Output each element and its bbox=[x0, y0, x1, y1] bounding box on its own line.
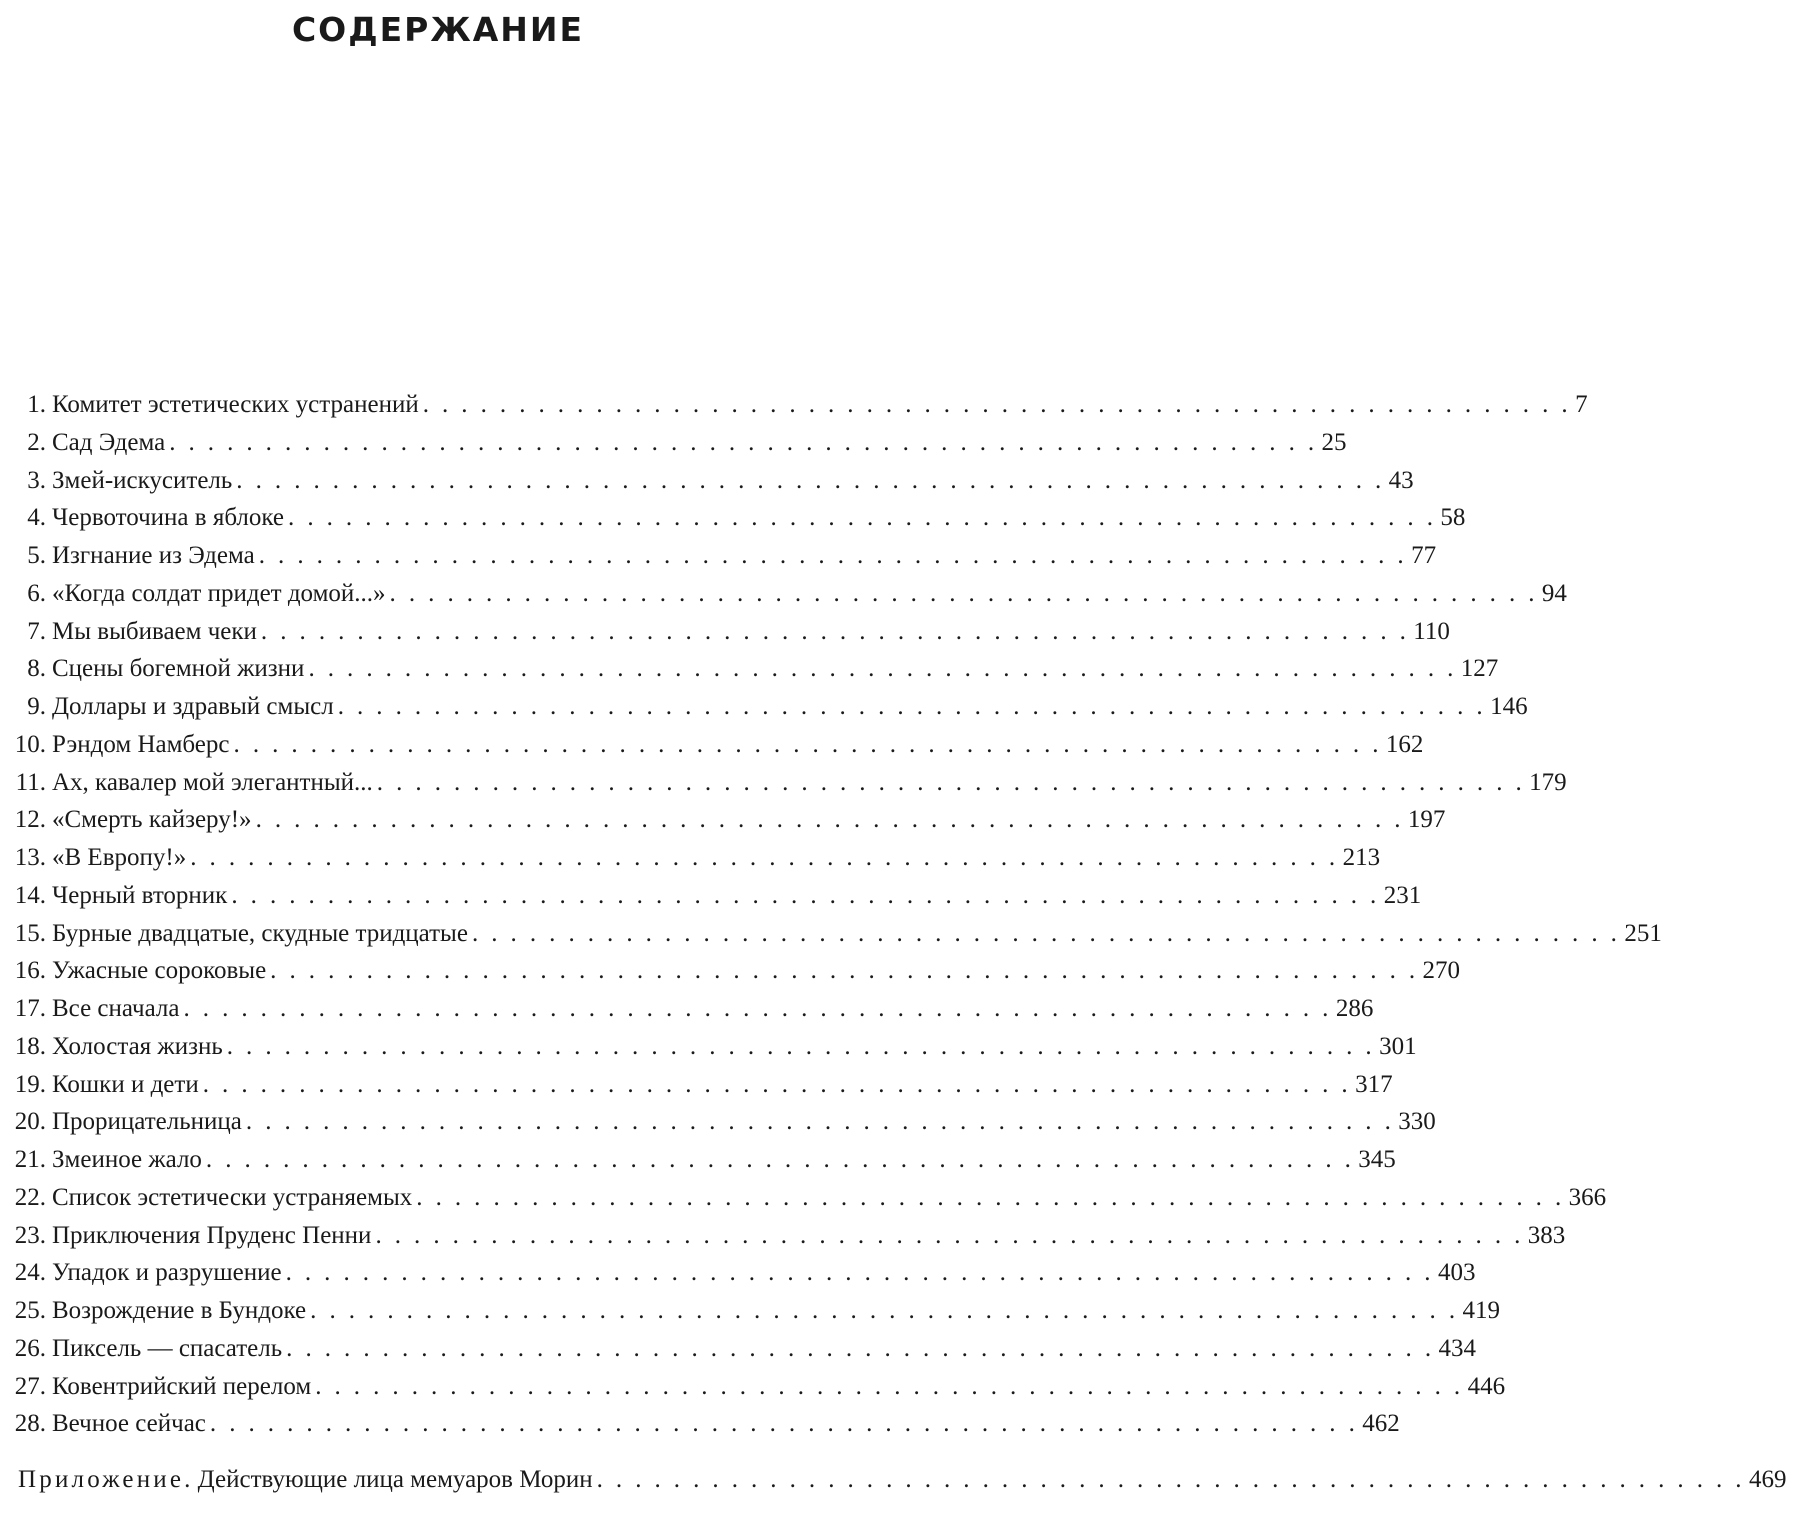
dot-leader: . . . . . . . . . . . . . . . . . . . . . . . . . . . . . . . . . . . . . . . . . . . . . . . . . . . . . . . . . . . . bbox=[375, 1221, 1524, 1249]
toc-entry bbox=[0, 1217, 1566, 1255]
dot-leader: . . . . . . . . . . . . . . . . . . . . . . . . . . . . . . . . . . . . . . . . . . . . . . . . . . . . . . . . . . . . bbox=[255, 806, 1404, 834]
toc-entry-title: Приключения Пруденс Пенни bbox=[52, 1221, 372, 1249]
toc-entry bbox=[0, 1292, 1500, 1330]
toc-entry-number: 5. bbox=[27, 542, 46, 569]
toc-entry-number: 16. bbox=[14, 957, 46, 985]
appendix-page-number: 469 bbox=[1748, 1466, 1787, 1493]
toc-entry-page-number: 7 bbox=[1575, 391, 1588, 418]
toc-entry-number: 14. bbox=[14, 881, 46, 909]
toc-entry-number: 20. bbox=[14, 1108, 46, 1136]
dot-leader: . . . . . . . . . . . . . . . . . . . . . . . . . . . . . . . . . . . . . . . . . . . . . . . . . . . . . . . . . . . . bbox=[270, 957, 1419, 985]
dot-leader: . . . . . . . . . . . . . . . . . . . . . . . . . . . . . . . . . . . . . . . . . . . . . . . . . . . . . . . . . . . . bbox=[422, 391, 1572, 418]
toc-entry-title: Прорицательница bbox=[52, 1108, 242, 1136]
toc-entry-page-number: 231 bbox=[1383, 881, 1422, 909]
toc-entry bbox=[0, 1254, 1476, 1292]
toc-entry-number: 26. bbox=[14, 1334, 46, 1362]
appendix-prefix: Приложение. bbox=[18, 1466, 194, 1493]
toc-entry bbox=[0, 952, 1461, 990]
dot-leader: . . . . . . . . . . . . . . . . . . . . . . . . . . . . . . . . . . . . . . . . . . . . . . . . . . . . . . . . . . . . bbox=[389, 579, 1538, 607]
toc-entry bbox=[0, 386, 1588, 424]
toc-entry-title: Комитет эстетических устранений bbox=[52, 391, 419, 418]
dot-leader: . . . . . . . . . . . . . . . . . . . . . . . . . . . . . . . . . . . . . . . . . . . . . . . . . . . . . . . . . . . . bbox=[471, 919, 1621, 947]
toc-entry-page-number: 77 bbox=[1411, 542, 1437, 569]
dot-leader: . . . . . . . . . . . . . . . . . . . . . . . . . . . . . . . . . . . . . . . . . . . . . . . . . . . . . . . . . . . . bbox=[205, 1146, 1355, 1173]
dot-leader: . . . . . . . . . . . . . . . . . . . . . . . . . . . . . . . . . . . . . . . . . . . . . . . . . . . . . . . . . . . . bbox=[226, 1032, 1376, 1060]
dot-leader: . . . . . . . . . . . . . . . . . . . . . . . . . . . . . . . . . . . . . . . . . . . . . . . . . . . . . . . . . . . . bbox=[190, 844, 1339, 871]
toc-entry-page-number: 43 bbox=[1388, 466, 1414, 494]
toc-entry-number: 23. bbox=[14, 1221, 46, 1249]
dot-leader: . . . . . . . . . . . . . . . . . . . . . . . . . . . . . . . . . . . . . . . . . . . . . . . . . . . . . . . . . . . . bbox=[202, 1070, 1352, 1098]
toc-entry-number: 2. bbox=[27, 428, 46, 456]
toc-entry-number: 8. bbox=[27, 655, 46, 683]
toc-entry bbox=[0, 537, 1437, 575]
toc-entry bbox=[0, 1103, 1436, 1141]
toc-entry-title: Рэндом Намберс bbox=[52, 730, 230, 758]
toc-entry bbox=[0, 1368, 1506, 1406]
page-title: СОДЕРЖАНИЕ bbox=[291, 10, 585, 49]
toc-entry-number: 19. bbox=[14, 1070, 46, 1098]
toc-entry-number: 24. bbox=[14, 1259, 46, 1287]
dot-leader: . . . . . . . . . . . . . . . . . . . . . . . . . . . . . . . . . . . . . . . . . . . . . . . . . . . . . . . . . . . . bbox=[416, 1183, 1565, 1211]
toc-entry-page-number: 446 bbox=[1467, 1372, 1506, 1400]
toc-entry-page-number: 25 bbox=[1321, 428, 1347, 456]
toc-entry bbox=[0, 839, 1381, 877]
toc-entry-page-number: 301 bbox=[1379, 1032, 1417, 1060]
toc-entry-page-number: 58 bbox=[1440, 504, 1466, 532]
toc-entry-number: 28. bbox=[14, 1410, 46, 1438]
toc-entry-number: 6. bbox=[27, 579, 46, 607]
toc-entry-title: Змей-искуситель bbox=[52, 466, 233, 494]
toc-entry-title: «В Европу!» bbox=[52, 844, 187, 871]
dot-leader: . . . . . . . . . . . . . . . . . . . . . . . . . . . . . . . . . . . . . . . . . . . . . . . . . . . . . . . . . . . . bbox=[315, 1372, 1464, 1400]
toc-entry-title: Доллары и здравый смысл bbox=[52, 693, 334, 720]
toc-entry-page-number: 383 bbox=[1527, 1221, 1566, 1249]
toc-entry-page-number: 197 bbox=[1407, 806, 1446, 834]
dot-leader: . . . . . . . . . . . . . . . . . . . . . . . . . . . . . . . . . . . . . . . . . . . . . . . . . . . . . . . . . . . . bbox=[260, 617, 1410, 645]
toc-entry-number: 10. bbox=[14, 730, 46, 758]
toc-entry-number: 15. bbox=[14, 919, 46, 947]
dot-leader: . . . . . . . . . . . . . . . . . . . . . . . . . . . . . . . . . . . . . . . . . . . . . . . . . . . . . . . . . . . . bbox=[288, 504, 1437, 532]
toc-entry-page-number: 403 bbox=[1437, 1259, 1476, 1287]
toc-entry bbox=[0, 462, 1414, 500]
toc-entry-number: 4. bbox=[27, 504, 46, 532]
toc-entry-page-number: 286 bbox=[1335, 995, 1374, 1022]
dot-leader: . . . . . . . . . . . . . . . . . . . . . . . . . . . . . . . . . . . . . . . . . . . . . . . . . . . . . . . . . . . . bbox=[337, 693, 1487, 720]
dot-leader: . . . . . . . . . . . . . . . . . . . . . . . . . . . . . . . . . . . . . . . . . . . . . . . . . . . . . . . . . . . . bbox=[596, 1466, 1745, 1493]
dot-leader: . . . . . . . . . . . . . . . . . . . . . . . . . . . . . . . . . . . . . . . . . . . . . . . . . . . . . . . . . . . . bbox=[245, 1108, 1395, 1136]
toc-entry bbox=[0, 1066, 1393, 1104]
toc-entry-number: 22. bbox=[14, 1183, 46, 1211]
toc-entry-number: 11. bbox=[15, 768, 46, 796]
toc-entry-title: Возрождение в Бундоке bbox=[52, 1297, 307, 1324]
toc-entry bbox=[0, 1330, 1477, 1368]
toc-entry-title: «Смерть кайзеру!» bbox=[52, 806, 252, 834]
toc-entry-page-number: 434 bbox=[1438, 1334, 1477, 1362]
toc-entry-number: 25. bbox=[14, 1297, 46, 1324]
toc-entry-title: Сцены богемной жизни bbox=[52, 655, 305, 683]
toc-entry bbox=[0, 877, 1422, 915]
toc-entry-title: Вечное сейчас bbox=[52, 1410, 206, 1438]
dot-leader: . . . . . . . . . . . . . . . . . . . . . . . . . . . . . . . . . . . . . . . . . . . . . . . . . . . . . . . . . . . . bbox=[169, 428, 1318, 456]
toc-entry-page-number: 94 bbox=[1541, 579, 1567, 607]
toc-entry bbox=[0, 688, 1528, 726]
toc-entry-page-number: 317 bbox=[1355, 1070, 1393, 1098]
toc-entry bbox=[0, 575, 1567, 613]
toc-entry bbox=[0, 990, 1374, 1028]
toc-entry-number: 27. bbox=[14, 1372, 46, 1400]
dot-leader: . . . . . . . . . . . . . . . . . . . . . . . . . . . . . . . . . . . . . . . . . . . . . . . . . . . . . . . . . . . . bbox=[308, 655, 1457, 683]
toc-entry-title: Змеиное жало bbox=[52, 1146, 202, 1173]
toc-entry-page-number: 179 bbox=[1529, 768, 1567, 796]
toc-entry-page-number: 270 bbox=[1422, 957, 1461, 985]
toc-entry-number: 9. bbox=[27, 693, 46, 720]
dot-leader: . . . . . . . . . . . . . . . . . . . . . . . . . . . . . . . . . . . . . . . . . . . . . . . . . . . . . . . . . . . . bbox=[285, 1259, 1434, 1287]
toc-entry-title: Червоточина в яблоке bbox=[52, 504, 285, 532]
dot-leader: . . . . . . . . . . . . . . . . . . . . . . . . . . . . . . . . . . . . . . . . . . . . . . . . . . . . . . . . . . . . bbox=[231, 881, 1380, 909]
appendix-entry bbox=[0, 1461, 1787, 1499]
toc-entry bbox=[0, 1028, 1417, 1066]
toc-entry-title: Холостая жизнь bbox=[52, 1032, 223, 1060]
toc-entry-number: 3. bbox=[27, 466, 46, 494]
toc-entry-title: «Когда солдат придет домой...» bbox=[52, 579, 386, 607]
toc-entry-title: Ах, кавалер мой элегантный... bbox=[52, 768, 373, 796]
dot-leader: . . . . . . . . . . . . . . . . . . . . . . . . . . . . . . . . . . . . . . . . . . . . . . . . . . . . . . . . . . . . bbox=[209, 1410, 1359, 1438]
toc-entry bbox=[0, 801, 1446, 839]
toc-entry-title: Список эстетически устраняемых bbox=[52, 1183, 413, 1211]
appendix-label: Действующие лица мемуаров Морин bbox=[197, 1466, 593, 1493]
toc-entry-number: 12. bbox=[14, 806, 46, 834]
toc-entry-page-number: 162 bbox=[1385, 730, 1424, 758]
toc-entry-number: 13. bbox=[14, 844, 46, 871]
toc-entry-page-number: 127 bbox=[1460, 655, 1499, 683]
dot-leader: . . . . . . . . . . . . . . . . . . . . . . . . . . . . . . . . . . . . . . . . . . . . . . . . . . . . . . . . . . . . bbox=[233, 730, 1382, 758]
toc-entry-title: Бурные двадцатые, скудные тридцатые bbox=[52, 919, 468, 947]
toc-entry bbox=[0, 613, 1450, 651]
toc-entry-title: Ужасные сороковые bbox=[52, 957, 267, 985]
toc-entry-title: Черный вторник bbox=[52, 881, 228, 909]
dot-leader: . . . . . . . . . . . . . . . . . . . . . . . . . . . . . . . . . . . . . . . . . . . . . . . . . . . . . . . . . . . . bbox=[310, 1297, 1459, 1324]
toc-entry-title: Ковентрийский перелом bbox=[52, 1372, 312, 1400]
toc-entry bbox=[0, 1179, 1607, 1217]
toc-entry-title: Сад Эдема bbox=[52, 428, 166, 456]
toc-entry-page-number: 462 bbox=[1362, 1410, 1400, 1438]
toc-entry-number: 1. bbox=[27, 391, 46, 418]
toc-entry-title: Мы выбиваем чеки bbox=[52, 617, 257, 645]
toc-entry bbox=[0, 499, 1466, 537]
toc-entry-page-number: 345 bbox=[1358, 1146, 1396, 1173]
toc-entry bbox=[0, 1405, 1400, 1443]
toc-entry bbox=[0, 650, 1499, 688]
toc-entry-page-number: 213 bbox=[1342, 844, 1381, 871]
toc-entry-page-number: 419 bbox=[1462, 1297, 1500, 1324]
toc-entry-title: Все сначала bbox=[52, 995, 180, 1022]
toc-entry-title: Пиксель — спасатель bbox=[52, 1334, 283, 1362]
toc-entry-title: Изгнание из Эдема bbox=[52, 542, 255, 569]
toc-entry-number: 18. bbox=[14, 1032, 46, 1060]
dot-leader: . . . . . . . . . . . . . . . . . . . . . . . . . . . . . . . . . . . . . . . . . . . . . . . . . . . . . . . . . . . . bbox=[236, 466, 1385, 494]
toc-entry-number: 21. bbox=[14, 1146, 46, 1173]
toc-entry bbox=[0, 424, 1347, 462]
toc-entry-title: Кошки и дети bbox=[52, 1070, 199, 1098]
toc-entry-page-number: 330 bbox=[1398, 1108, 1436, 1136]
dot-leader: . . . . . . . . . . . . . . . . . . . . . . . . . . . . . . . . . . . . . . . . . . . . . . . . . . . . . . . . . . . . bbox=[286, 1334, 1435, 1362]
dot-leader: . . . . . . . . . . . . . . . . . . . . . . . . . . . . . . . . . . . . . . . . . . . . . . . . . . . . . . . . . . . . bbox=[258, 542, 1408, 569]
toc-entry bbox=[0, 726, 1424, 764]
toc-entry bbox=[0, 1141, 1396, 1179]
toc-entry bbox=[0, 764, 1567, 802]
toc-entry-number: 7. bbox=[27, 617, 46, 645]
toc-entry-page-number: 146 bbox=[1490, 693, 1528, 720]
toc-entry-page-number: 251 bbox=[1624, 919, 1662, 947]
toc-entry bbox=[0, 915, 1662, 953]
toc-entry-number: 17. bbox=[14, 995, 46, 1022]
toc-entry-page-number: 110 bbox=[1413, 617, 1450, 645]
toc-entry-title: Упадок и разрушение bbox=[52, 1259, 282, 1287]
dot-leader: . . . . . . . . . . . . . . . . . . . . . . . . . . . . . . . . . . . . . . . . . . . . . . . . . . . . . . . . . . . . bbox=[183, 995, 1332, 1022]
dot-leader: . . . . . . . . . . . . . . . . . . . . . . . . . . . . . . . . . . . . . . . . . . . . . . . . . . . . . . . . . . . . bbox=[376, 768, 1526, 796]
toc-entry-page-number: 366 bbox=[1568, 1183, 1607, 1211]
